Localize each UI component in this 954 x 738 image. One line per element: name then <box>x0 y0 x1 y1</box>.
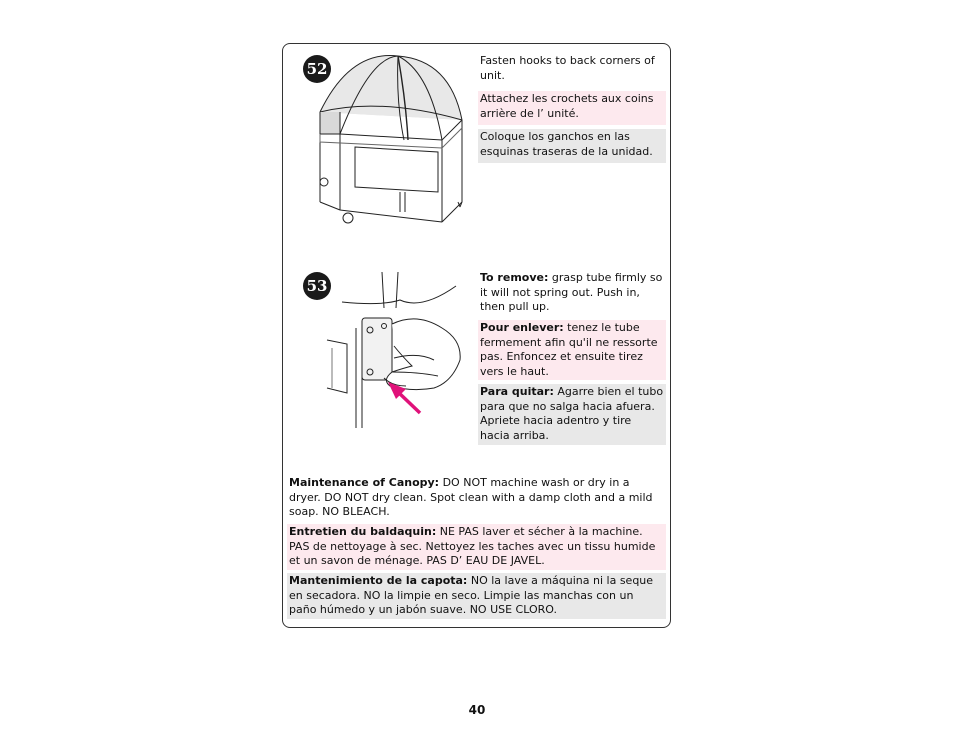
maintenance-french-body: NE PAS laver et sécher à la machine. PAS de nettoyage à sec. Nettoyez les taches avec un tissu humide et un savon de ménage. PAS D’ EAU DE JAVEL. <box>289 525 656 568</box>
step-53-english-body: grasp tube firmly so it will not spring out. Push in, then pull up. <box>480 271 663 314</box>
step-53-french-text <box>478 320 666 380</box>
maintenance-english-lead: Maintenance of Canopy: <box>289 476 440 489</box>
step-53-spanish-text <box>478 384 666 445</box>
maintenance-spanish-text <box>287 573 666 619</box>
maintenance-french-lead: Entretien du baldaquin: <box>289 525 437 538</box>
maintenance-spanish-lead: Mantenimiento de la capota: <box>289 574 468 587</box>
step-53-french-lead: Pour enlever: <box>480 321 564 334</box>
step-52-badge: 52 <box>303 55 331 83</box>
maintenance-french-text <box>287 524 666 570</box>
maintenance-spanish-body: NO la lave a máquina ni la seque en secadora. NO la limpie en seco. Limpie las manchas con un paño húmedo y un jabón suave. NO USE CLORO. <box>289 574 654 617</box>
step-52-english-text: Fasten hooks to back corners of unit. <box>478 53 666 85</box>
play-yard-canopy-illustration <box>310 52 475 227</box>
step-53-english-text <box>478 270 666 316</box>
maintenance-english-text <box>287 475 666 521</box>
step-52-french-text: Attachez les crochets aux coins arrière de l’ unité. <box>478 91 666 125</box>
step-53-english-lead: To remove: <box>480 271 549 284</box>
step-52-spanish-text: Coloque los ganchos en las esquinas traseras de la unidad. <box>478 129 666 163</box>
step-53-spanish-lead: Para quitar: <box>480 385 554 398</box>
maintenance-english-body: DO NOT machine wash or dry in a dryer. DO NOT dry clean. Spot clean with a damp cloth and a mild soap. NO BLEACH. <box>289 476 653 519</box>
step-53-spanish-body: Agarre bien el tubo para que no salga hacia afuera. Apriete hacia adentro y tire hacia arriba. <box>480 385 664 442</box>
step-53-badge: 53 <box>303 272 331 300</box>
tube-removal-illustration <box>322 268 472 433</box>
step-53-french-body: tenez le tube fermement afin qu'il ne ressorte pas. Enfoncez et ensuite tirez vers le haut. <box>480 321 658 378</box>
page-number: 40 <box>468 703 486 717</box>
